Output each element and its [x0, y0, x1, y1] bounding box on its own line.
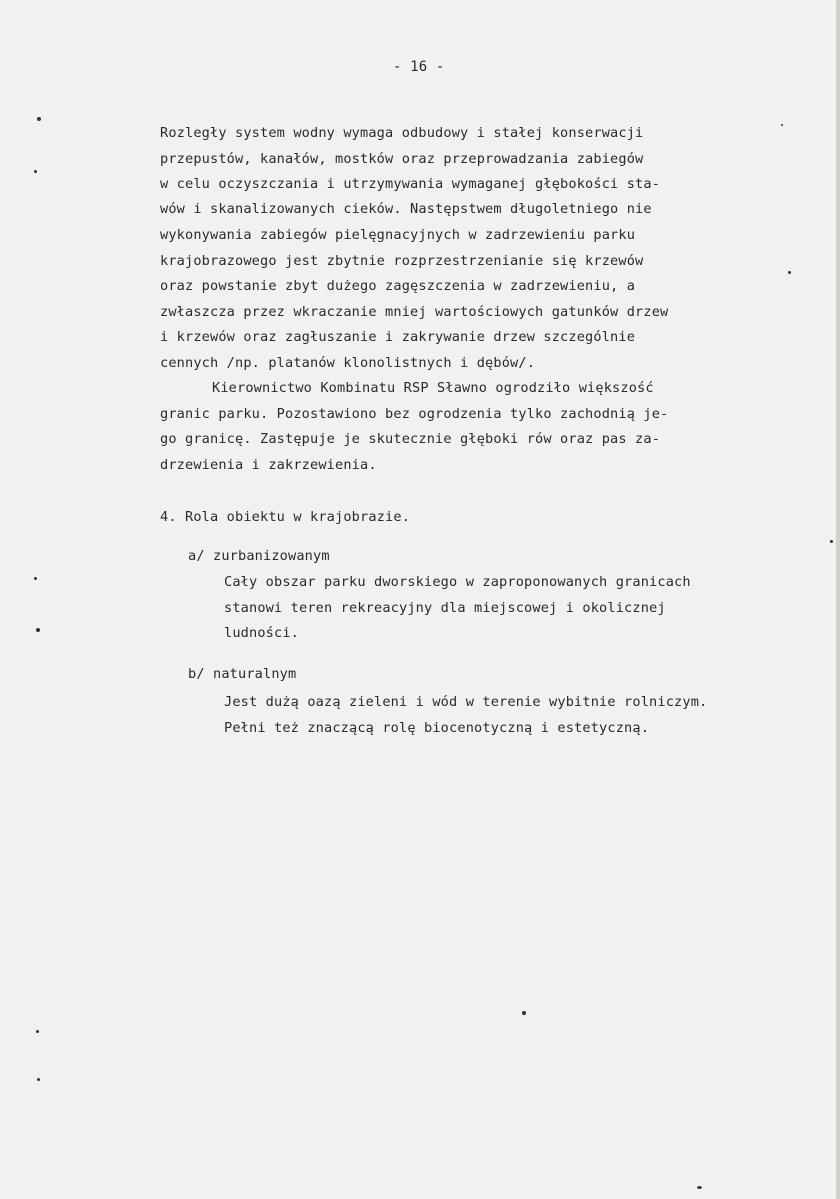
- paragraph-line: wów i skanalizowanych cieków. Następstwem długoletniego nie: [160, 201, 652, 217]
- paragraph-line: oraz powstanie zbyt dużego zagęszczenia w zadrzewieniu, a: [160, 278, 636, 294]
- scan-speck: [37, 1078, 40, 1081]
- scan-speck: [36, 1030, 39, 1033]
- item-b-line: Pełni też znaczącą rolę biocenotyczną i estetyczną.: [224, 720, 650, 736]
- scan-speck: [697, 1186, 702, 1189]
- paragraph-line: granic parku. Pozostawiono bez ogrodzenia tylko zachodnią je-: [160, 406, 669, 422]
- paragraph-line: go granicę. Zastępuje je skutecznie głęboki rów oraz pas za-: [160, 431, 661, 447]
- paragraph-line: drzewienia i zakrzewienia.: [160, 457, 377, 473]
- scan-speck: [781, 124, 783, 126]
- scan-speck: [36, 628, 40, 632]
- section-heading: 4. Rola obiektu w krajobrazie.: [160, 509, 411, 525]
- paragraph-line: zwłaszcza przez wkraczanie mniej wartościowych gatunków drzew: [160, 304, 669, 320]
- scan-speck: [37, 117, 41, 121]
- paragraph-line: w celu oczyszczania i utrzymywania wymaganej głębokości sta-: [160, 176, 661, 192]
- scan-speck: [522, 1011, 526, 1015]
- scan-speck: [34, 577, 37, 580]
- item-a-line: ludności.: [224, 625, 300, 641]
- paragraph-line: krajobrazowego jest zbytnie rozprzestrzenianie się krzewów: [160, 253, 644, 269]
- paragraph-line: przepustów, kanałów, mostków oraz przeprowadzania zabiegów: [160, 151, 644, 167]
- item-b-line: Jest dużą oazą zieleni i wód w terenie wybitnie rolniczym.: [224, 694, 708, 710]
- page-edge: [836, 0, 840, 1199]
- paragraph-line: cennych /np. platanów klonolistnych i dębów/.: [160, 355, 536, 371]
- item-a-line: Cały obszar parku dworskiego w zaproponowanych granicach: [224, 574, 691, 590]
- scan-speck: [34, 170, 37, 173]
- paragraph-line: i krzewów oraz zagłuszanie i zakrywanie drzew szczególnie: [160, 329, 636, 345]
- item-b-label: b/ naturalnym: [188, 666, 297, 682]
- paragraph-line: Rozległy system wodny wymaga odbudowy i stałej konserwacji: [160, 125, 644, 141]
- item-a-line: stanowi teren rekreacyjny dla miejscowej i okolicznej: [224, 600, 666, 616]
- scan-speck: [788, 271, 791, 274]
- page-number: - 16 -: [393, 59, 445, 75]
- scan-speck: [830, 540, 833, 543]
- item-a-label: a/ zurbanizowanym: [188, 548, 330, 564]
- paragraph-line: Kierownictwo Kombinatu RSP Sławno ogrodziło większość: [212, 380, 654, 396]
- paragraph-line: wykonywania zabiegów pielęgnacyjnych w zadrzewieniu parku: [160, 227, 636, 243]
